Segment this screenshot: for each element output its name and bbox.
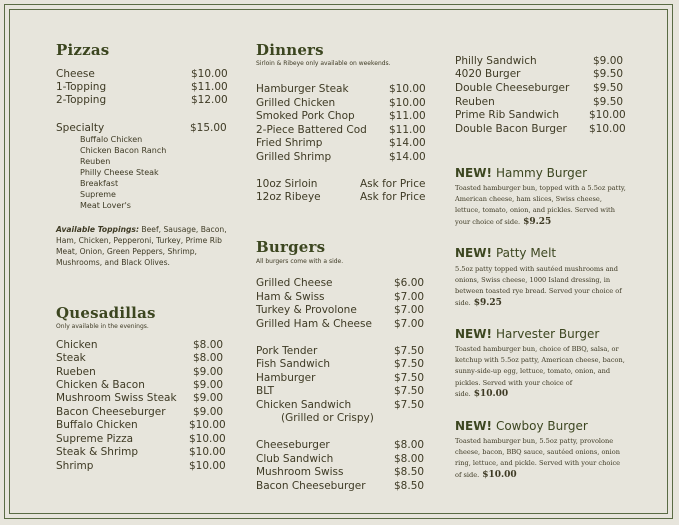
burgers-subtitle: All burgers come with a side. <box>256 258 344 265</box>
new-item-price: $9.25 <box>473 297 502 308</box>
quesadillas-title: Quesadillas <box>56 304 156 322</box>
toppings-text: Beef, Sausage, Bacon, Ham, Chicken, Pepperoni, Turkey, Prime Rib Meat, Onion, Green Peppers, Shrimp, Mushrooms, and Black Olives. <box>56 225 227 267</box>
burgers-title: Burgers <box>256 238 326 256</box>
specialty-item: Supreme <box>80 190 116 199</box>
specialty-item: Meat Lover's <box>80 201 131 210</box>
specialty-item: Breakfast <box>80 179 119 188</box>
specialty-item: Buffalo Chicken <box>80 135 143 144</box>
new-item-title: NEW! Patty Melt <box>455 246 557 260</box>
new-badge: NEW! <box>455 166 492 180</box>
pizzas-title: Pizzas <box>56 41 110 59</box>
chicken-sandwich-note: (Grilled or Crispy) <box>281 412 374 424</box>
new-item-price: $10.00 <box>473 388 509 399</box>
specialty-item: Chicken Bacon Ranch <box>80 146 167 155</box>
new-badge: NEW! <box>455 246 492 260</box>
new-item-description: Toasted hamburger bun, choice of BBQ, salsa, or ketchup with 5.5oz patty, American cheese, bacon, sunny-side-up egg, lettuce, tomato, onion, and pickles. Served with your choice of side. $10.00 <box>455 345 625 399</box>
quesadillas-subtitle: Only available in the evenings. <box>56 323 149 330</box>
new-item-price: $10.00 <box>482 469 517 480</box>
new-badge: NEW! <box>455 419 492 433</box>
new-item-description: 5.5oz patty topped with sautéed mushrooms and onions, Swiss cheese, 1000 Island dressing, in between toasted rye bread. Served your choice of side. $9.25 <box>455 265 622 308</box>
specialty-item: Reuben <box>80 157 111 166</box>
specialty-item: Philly Cheese Steak <box>80 168 159 177</box>
new-item-description: Toasted hamburger bun, 5.5oz patty, provolone cheese, bacon, BBQ sauce, sautéed onions, onion ring, lettuce, and pickle. Served with your choice of side. $10.00 <box>455 437 621 480</box>
new-item-title: NEW! Cowboy Burger <box>455 419 588 433</box>
new-item-description: Toasted hamburger bun, topped with a 5.5oz patty, American cheese, ham slices, Swiss cheese, lettuce, tomato, onion, and pickles. Served with your choice of side. $9.25 <box>455 184 626 227</box>
new-item-title: NEW! Harvester Burger <box>455 327 600 341</box>
new-badge: NEW! <box>455 327 492 341</box>
toppings-label: Available Toppings: <box>56 225 139 234</box>
new-item-price: $9.25 <box>523 216 552 227</box>
new-item-title: NEW! Hammy Burger <box>455 166 588 180</box>
toppings-note <box>56 224 232 268</box>
dinners-title: Dinners <box>256 41 324 59</box>
dinners-subtitle: Sirloin & Ribeye only available on weekends. <box>256 60 391 67</box>
